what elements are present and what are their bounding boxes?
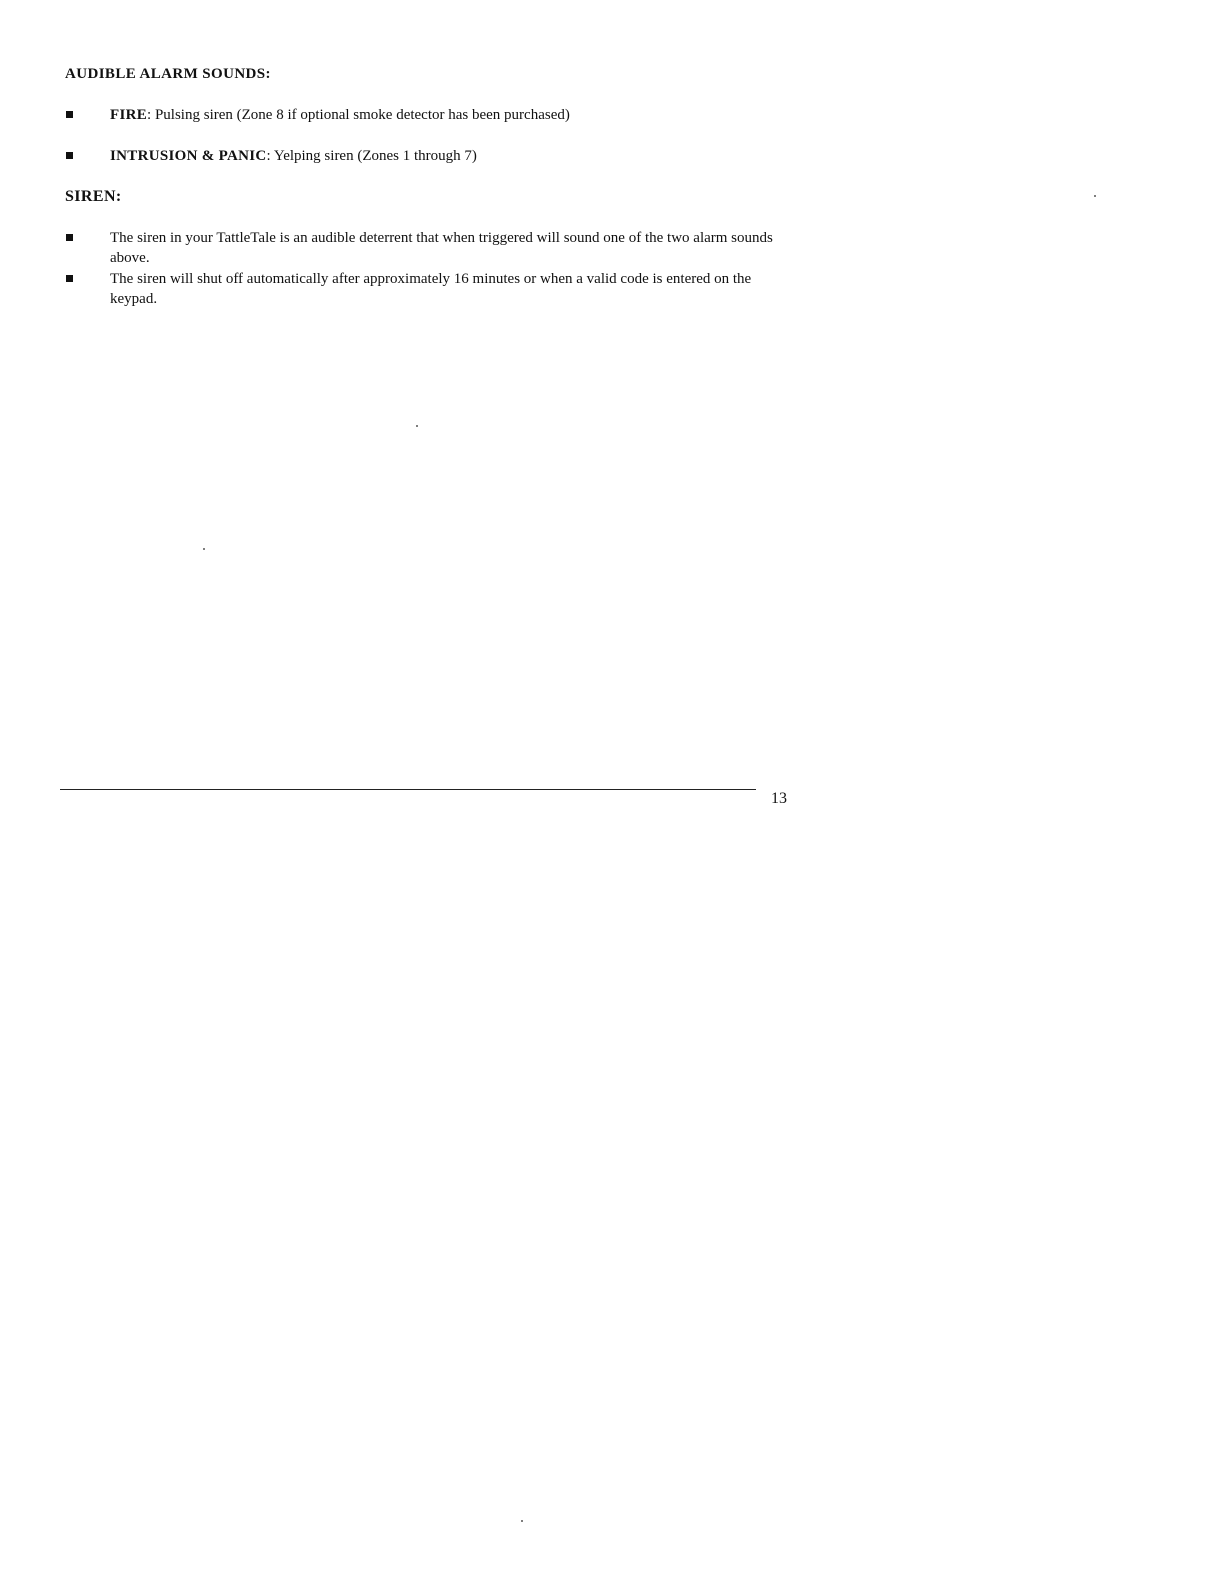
scan-speck (1094, 195, 1096, 197)
audible-alarm-sounds-heading: AUDIBLE ALARM SOUNDS: (65, 66, 271, 82)
siren-shutoff-text: The siren will shut off automatically after approximately 16 minutes or when a valid code is entered on the keypad. (110, 271, 752, 307)
square-bullet-icon (66, 275, 73, 282)
footer-divider (60, 789, 756, 790)
fire-label: FIRE (110, 107, 148, 123)
list-item-text (110, 146, 786, 166)
scan-speck (416, 425, 418, 427)
page-number: 13 (771, 790, 787, 807)
intrusion-panic-description: : Yelping siren (Zones 1 through 7) (266, 148, 477, 164)
siren-deterrent-text: The siren in your TattleTale is an audible deterrent that when triggered will sound one of the two alarm sounds above. (110, 230, 773, 266)
intrusion-panic-label: INTRUSION & PANIC (110, 148, 267, 164)
siren-heading: SIREN: (65, 188, 122, 205)
fire-description: : Pulsing siren (Zone 8 if optional smoke detector has been purchased) (147, 107, 570, 123)
scan-speck (521, 1520, 523, 1522)
square-bullet-icon (66, 152, 73, 159)
scan-speck (203, 548, 205, 550)
list-item-text (110, 105, 786, 125)
square-bullet-icon (66, 111, 73, 118)
square-bullet-icon (66, 234, 73, 241)
